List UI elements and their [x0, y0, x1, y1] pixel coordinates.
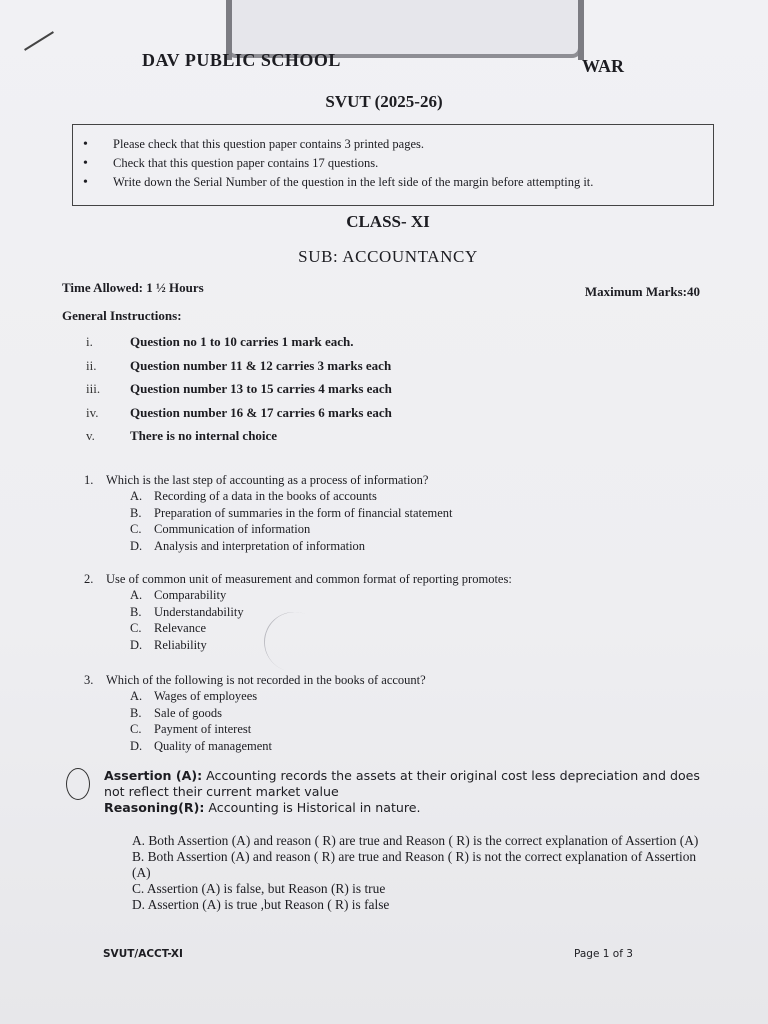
pen-mark [24, 31, 54, 51]
option: D. Quality of management [130, 738, 273, 753]
question-stem: Which of the following is not recorded in the books of account? [106, 673, 426, 687]
option: A. Both Assertion (A) and reason ( R) are true and Reason ( R) is the correct explanation of Assertion (A) [132, 833, 699, 848]
clip-wire-right [578, 0, 584, 60]
handwritten-circle-mark [66, 768, 90, 800]
notice-item: • Please check that this question paper contains 3 printed pages. [113, 135, 713, 154]
notice-box [72, 124, 714, 206]
maximum-marks: Maximum Marks:40 [584, 284, 700, 299]
option: C. Communication of information [130, 522, 311, 537]
option: B. Sale of goods [130, 705, 223, 720]
paper-code: SVUT/ACCT-XI [103, 948, 183, 960]
question-number: 2. [84, 572, 94, 586]
instructions-list [86, 330, 546, 448]
time-allowed: Time Allowed: 1 ½ Hours [62, 280, 204, 295]
option: B. Understandability [130, 604, 244, 619]
question-4-assertion-reason [104, 768, 716, 913]
notice-item: • Write down the Serial Number of the question in the left side of the margin before attempting it. [113, 173, 713, 192]
class-heading: CLASS- XI [346, 212, 430, 231]
option: D. Analysis and interpretation of information [130, 538, 366, 553]
option: A. Recording of a data in the books of accounts [130, 489, 377, 503]
instruction-item: v. There is no internal choice [86, 428, 278, 443]
option: D. Reliability [130, 637, 207, 652]
question-stem: Which is the last step of accounting as a process of information? [106, 473, 429, 487]
question-number: 3. [84, 673, 94, 687]
option: C. Assertion (A) is false, but Reason (R) is true [132, 881, 386, 896]
instruction-item: iv. Question number 16 & 17 carries 6 marks each [86, 404, 392, 420]
school-name-end: WAR [582, 56, 625, 76]
assertion: Assertion (A): Accounting records the assets at their original cost less depreciation and does not reflect their current market value [104, 768, 700, 799]
question-stem: Use of common unit of measurement and common format of reporting promotes: [106, 572, 512, 586]
instruction-item: i. Question no 1 to 10 carries 1 mark each. [86, 334, 354, 349]
question-3 [84, 672, 426, 754]
reasoning: Reasoning(R): Accounting is Historical in nature. [104, 800, 421, 815]
option: C. Payment of interest [130, 722, 252, 737]
instruction-item: ii. Question number 11 & 12 carries 3 marks each [86, 357, 392, 373]
exam-title: SVUT (2025-26) [325, 92, 443, 111]
question-1 [84, 472, 453, 554]
option: C. Relevance [130, 621, 207, 636]
school-name: DAV PUBLIC SCHOOL [142, 50, 341, 70]
question-number: 1. [84, 473, 94, 487]
option: A. Comparability [130, 588, 227, 602]
notice-item: • Check that this question paper contains 17 questions. [113, 154, 713, 173]
q4-options [104, 833, 716, 913]
instruction-item: iii. Question number 13 to 15 carries 4 marks each [86, 381, 392, 396]
option: B. Preparation of summaries in the form of financial statement [130, 505, 453, 520]
option: A. Wages of employees [130, 689, 258, 703]
option: B. Both Assertion (A) and reason ( R) are true and Reason ( R) is not the correct explanation of Assertion (A) [132, 849, 697, 880]
instructions-title: General Instructions: [62, 308, 182, 323]
subject-heading: SUB: ACCOUNTANCY [298, 247, 478, 266]
page-number: Page 1 of 3 [574, 948, 633, 960]
option: D. Assertion (A) is true ,but Reason ( R) is false [132, 897, 390, 912]
